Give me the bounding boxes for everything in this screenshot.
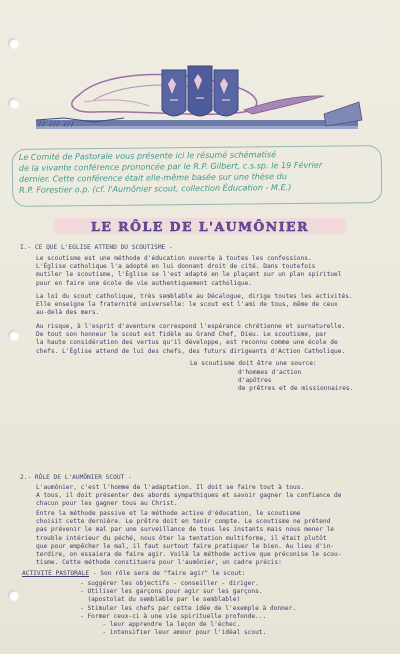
svg-text:// /// ///: // /// /// bbox=[38, 121, 75, 128]
section2-paragraph: Entre la méthode passive et la méthode active d'éducation, le scoutisme choisit cette dernière. Le prêtre doit en tenir compte. Le scoutisme ne prétend pas prévenir le mal par une surveillance de tous les instants mais nous mener le trouble intérieur du péché, nous ôter la tentation multiforme, il était plutôt que pour empêcher le mal, il faut surtout faire pratiquer le bien. Au lieu d'in- terdire, on essaiera de faire agir. Voilà la méthode active que préconise le scou- tisme. Cette méthode constituera pour l'aumônier, un cadre précis: bbox=[36, 510, 342, 567]
activite-heading: ACTIVITÉ PASTORALE - Son rôle sera de "faire agir" le scout: bbox=[22, 570, 246, 577]
section1-paragraph: Au risque, à l'esprit d'aventure correspond l'espérance chrétienne et surnaturelle. De tout son honneur le scout est fidèle au Grand Chef, Dieu. Le scoutisme, par la haute considération des vertus qu'il développe, est reconnu comme une école de chefs. L'Église attend de lui des chefs, des futurs dirigeants d'Action Catholique. bbox=[36, 323, 346, 355]
source-intro: Le scoutisme doit être une source: bbox=[190, 360, 317, 367]
intro-note bbox=[12, 145, 383, 207]
intro-line: Le Comité de Pastorale vous présente ici le résumé schématisé bbox=[18, 149, 277, 162]
punch-hole bbox=[8, 38, 19, 49]
section2-paragraph: L'aumônier, c'est l'homme de l'adaptation. Il doit se faire tout à tous. A tous, il doit présenter des abords sympathiques et savoir gagner la confiance de chacun pour les gagner tous au Christ. bbox=[36, 484, 342, 508]
page-title-text: LE RÔLE DE L'AUMÔNIER bbox=[91, 219, 309, 234]
header-illustration bbox=[24, 40, 369, 145]
activite-list: - suggérer les objectifs - conseiller - diriger. - Utiliser les garçons pour agir sur les garçons. (apostolat du semblable par le semblable) - Stimuler les chefs par cette idée de l'exemple à donner. - Former ceux-ci à une vie spirituelle profonde... - leur apprendre la leçon de l'échec. - intensifier leur amour pour l'idéal scout. bbox=[80, 580, 297, 637]
section1-paragraph: La loi du scout catholique, très semblable au Décalogue, dirige toutes les activités. Elle enseigne la fraternité universelle: le scout est l'ami de tous, même de ceux au-delà des mers. bbox=[36, 293, 353, 317]
section1-paragraph: Le scoutisme est une méthode d'éducation ouverte à toutes les confessions. L'Église catholique l'a adopté en lui donnant droit de cité. Dans toutefois mutiler le scoutisme, l'Église se l'est adapté en le plaçant sur un plan spirituel pour en faire une école de vie authentiquement catholique. bbox=[36, 255, 342, 287]
source-list: d'hommes d'action d'apôtres de prêtres et de missionnaires. bbox=[238, 369, 354, 393]
intro-line: de la vivante conférence prononcée par le R.P. Gilbert, c.s.sp. le 19 Février bbox=[18, 159, 323, 173]
intro-line: R.P. Forestier o.p. (cf. l'Aumônier scout, collection Éducation - M.E.) bbox=[19, 182, 292, 195]
intro-line: dernier. Cette conférence était elle-même basée sur une thèse du bbox=[18, 171, 287, 184]
punch-hole bbox=[8, 98, 19, 109]
punch-hole bbox=[8, 330, 19, 341]
punch-hole bbox=[8, 590, 19, 601]
section-heading: I.- CE QUE L'EGLISE ATTEND DU SCOUTISME - bbox=[20, 244, 173, 251]
section-heading: 2.- RÔLE DE L'AUMÔNIER SCOUT - bbox=[20, 474, 132, 481]
page-title bbox=[50, 212, 350, 240]
